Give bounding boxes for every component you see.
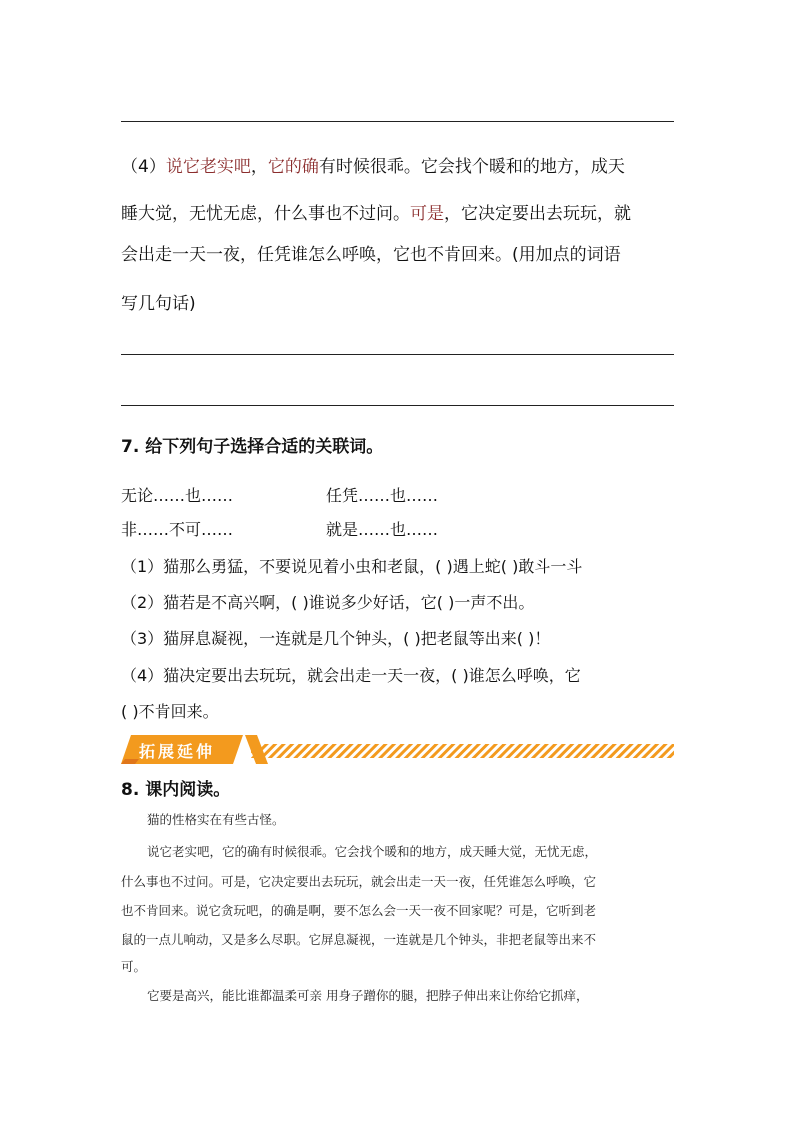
q6-4-text-red: 说它老实 [165,157,234,177]
word-option-4: 就是……也…… [326,520,439,539]
word-option-2: 任凭……也…… [326,486,439,505]
answer-line-top [121,121,674,122]
banner-label: 拓展延伸 [139,742,216,761]
q7-sentence-1[interactable]: （1）猫那么勇猛，不要说见着小虫和老鼠，( )遇上蛇( )敢斗一斗 [121,557,583,576]
q6-4-number: （4） [121,157,166,177]
question-8-title: 8. 课内阅读。 [121,780,231,800]
q6-4-text: 睡大觉，无忧无虑，什么事也不过问。 [121,204,410,224]
answer-line-1[interactable] [121,354,674,355]
q6-4-text: ，它决定要出去玩玩，就 [444,204,631,224]
passage-line: 猫的性格实在有些古怪。 [147,812,285,827]
q6-4-text: ， [250,157,268,177]
section-banner [121,735,674,764]
q6-4-line-2 [121,199,631,224]
passage-line: 它要是高兴，能比谁都温柔可亲 用身子蹭你的腿，把脖子伸出来让你给它抓痒， [147,988,589,1003]
passage-line: 说它老实吧，它的确有时候很乖。它会找个暖和的地方，成天睡大觉，无忧无虑， [147,844,598,859]
q6-4-text: 有时候很乖。它会找个暖和的地方，成天 [318,157,625,177]
question-7-title: 7. 给下列句子选择合适的关联词。 [121,437,384,457]
q7-sentence-2[interactable]: （2）猫若是不高兴啊，( )谁说多少好话，它( )一声不出。 [121,593,535,612]
passage-line: 可。 [121,959,147,974]
q7-sentence-4-cont[interactable]: ( )不肯回来。 [121,702,219,721]
q7-sentence-3[interactable]: （3）猫屏息凝视，一连就是几个钟头，( )把老鼠等出来( )！ [121,629,551,648]
q7-sentence-4[interactable]: （4）猫决定要出去玩玩，就会出走一天一夜，( )谁怎么呼唤，它 [121,666,581,685]
passage-line: 鼠的一点儿响动，又是多么尽职。它屏息凝视，一连就是几个钟头，非把老鼠等出来不 [121,932,597,947]
passage-line: 也不肯回来。说它贪玩吧，的确是啊，要不怎么会一天一夜不回家呢？可是，它听到老 [121,903,597,918]
q6-4-line-4: 写几句话) [121,294,196,314]
word-option-1: 无论……也…… [121,486,234,505]
word-option-3: 非……不可…… [121,520,234,539]
q6-4-text-red: 它的确 [267,157,319,177]
q6-4-line-3: 会出走一天一夜，任凭谁怎么呼唤，它也不肯回来。(用加点的词语 [121,245,621,265]
q6-4-line-1 [121,152,625,177]
q6-4-text-red: 吧 [233,157,251,177]
q6-4-text-red: 可是 [410,204,444,224]
passage-line: 什么事也不过问。可是，它决定要出去玩玩，就会出走一天一夜，任凭谁怎么呼唤，它 [121,874,597,889]
answer-line-2[interactable] [121,405,674,406]
